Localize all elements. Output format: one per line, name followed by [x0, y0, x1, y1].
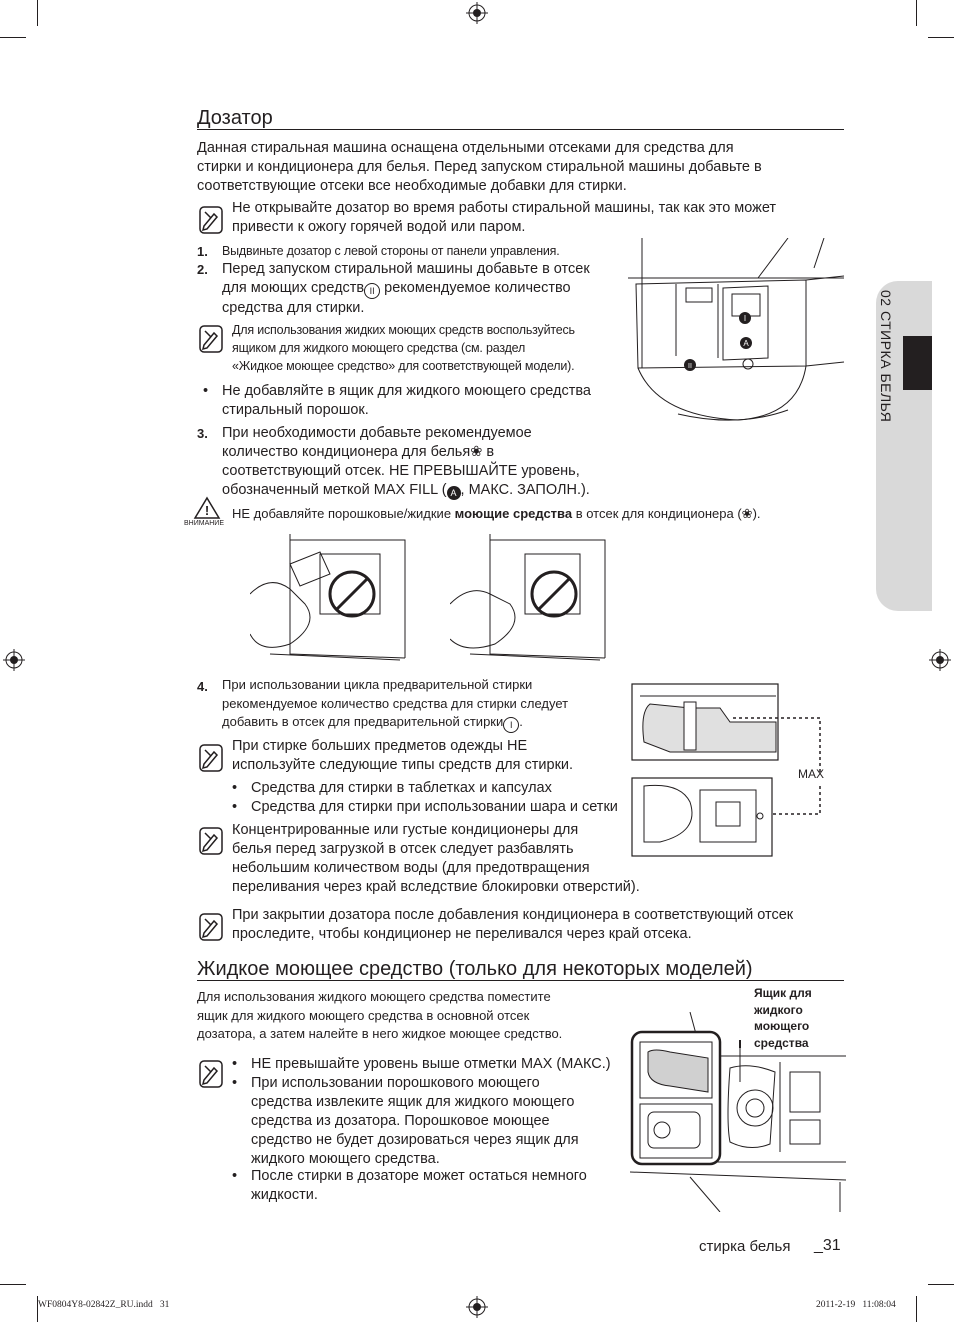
bullet-dot: •	[203, 383, 209, 399]
step-number: 2.	[197, 262, 208, 277]
print-date: 2011-2-19 11:08:04	[816, 1300, 896, 1310]
marker-II: II	[688, 363, 692, 370]
dispenser-drawer-illustration	[628, 238, 846, 430]
note-icon	[199, 325, 223, 353]
compartment-I-icon: I	[503, 717, 519, 733]
chapter-tab-label: 02 СТИРКА БЕЛЬЯ	[878, 290, 894, 423]
registration-mark-icon	[3, 649, 25, 671]
step-number: 4.	[197, 679, 208, 694]
max-fill-A-icon: A	[447, 486, 461, 500]
compartment-II-icon: II	[364, 283, 380, 299]
section-title-liquid-detergent: Жидкое моющее средство (только для некоторых моделей)	[197, 958, 753, 980]
page-footer-label: стирка белья	[699, 1238, 791, 1255]
registration-mark-icon	[466, 2, 488, 24]
bullet-powder-remove-drawer: При использовании порошкового моющего средства извлеките ящик для жидкого моющего средства из дозатора. Порошковое моющее средство не будет дозироваться через ящик для жидкого моющего средства.	[251, 1075, 579, 1167]
note-dispenser-warning: Не открывайте дозатор во время работы стиральной машины, так как это может привести к ожогу горячей водой или паром.	[232, 200, 777, 235]
caution-label: ВНИМАНИЕ	[184, 520, 225, 527]
liquid-drawer-callout: Ящик для жидкого моющего средства	[754, 986, 812, 1050]
bullet-balls: Средства для стирки при использовании шара и сетки	[251, 799, 618, 815]
crop-mark	[916, 1296, 917, 1322]
note-icon	[199, 744, 223, 772]
step-1-text: Выдвиньте дозатор с левой стороны от панели управления.	[222, 244, 560, 258]
bullet-no-powder: Не добавляйте в ящик для жидкого моющего средства стиральный порошок.	[222, 383, 591, 418]
caution-text: НЕ добавляйте порошковые/жидкие моющие средства в отсек для кондиционера (❀).	[232, 506, 761, 521]
print-file-name: WF0804Y8-02842Z_RU.indd 31	[38, 1300, 170, 1310]
crop-mark	[928, 37, 954, 38]
step-4-text: При использовании цикла предварительной стирки рекомендуемое количество средства для стирки следует добавить в отсек для предварительной стирки I .	[222, 676, 632, 733]
bullet-dot: •	[232, 1168, 238, 1184]
step-number: 3.	[197, 426, 208, 441]
note-icon	[199, 827, 223, 855]
step-2-text: Перед запуском стиральной машины добавьте в отсек для моющих средств II рекомендуемое количество средства для стирки.	[222, 261, 590, 316]
note-closing-dispenser: При закрытии дозатора после добавления кондиционера в соответствующий отсек проследите, чтобы кондиционер не переливался через край отсека.	[232, 907, 794, 942]
bullet-tablets: Средства для стирки в таблетках и капсулах	[251, 780, 552, 796]
note-icon	[199, 1060, 223, 1088]
max-level-illustration	[630, 682, 834, 858]
bullet-residual-liquid: После стирки в дозаторе может остаться немного жидкости.	[251, 1168, 587, 1203]
registration-mark-icon	[929, 649, 951, 671]
note-large-items: При стирке больших предметов одежды НЕ используйте следующие типы средств для стирки.	[232, 738, 574, 773]
step-3-text: При необходимости добавьте рекомендуемое количество кондиционера для белья❀ в соответствующий отсек. НЕ ПРЕВЫШАЙТЕ уровень, обозначенный меткой MAX FILL ( A , МАКС. ЗАПОЛН.).	[222, 425, 590, 498]
bullet-dot: •	[232, 780, 238, 796]
illustration-no-detergent-in-softener	[450, 534, 610, 664]
bullet-dot: •	[232, 799, 238, 815]
crop-mark	[37, 0, 38, 26]
bullet-max-level: НЕ превышайте уровень выше отметки MAX (МАКС.)	[251, 1056, 611, 1072]
note-icon	[199, 206, 223, 234]
note-concentrated-softener: Концентрированные или густые кондиционеры для белья перед загрузкой в отсек следует разбавлять небольшим количеством воды (для предотвращения переливания через край вследствие блокировки отверстий).	[232, 822, 640, 895]
crop-mark	[916, 0, 917, 26]
caution-triangle-icon	[193, 496, 221, 520]
marker-A: A	[743, 339, 749, 348]
note-icon	[199, 913, 223, 941]
section-title-dispenser: Дозатор	[197, 107, 273, 129]
bullet-dot: •	[232, 1075, 238, 1091]
bullet-dot: •	[232, 1056, 238, 1072]
crop-mark	[0, 1284, 26, 1285]
crop-mark	[928, 1284, 954, 1285]
svg-text:!: !	[204, 503, 210, 518]
softener-icon: ❀	[470, 444, 483, 460]
step-number: 1.	[197, 244, 208, 259]
illustration-no-detergent-in-softener	[250, 534, 415, 664]
marker-I: I	[743, 314, 747, 323]
chapter-tab-marker	[903, 336, 932, 390]
liquid-intro-paragraph: Для использования жидкого моющего средства поместите ящик для жидкого моющего средства в основной отсек дозатора, а затем налейте в него жидкое моющее средство.	[197, 989, 563, 1041]
registration-mark-icon	[466, 1296, 488, 1318]
section-rule	[197, 129, 844, 130]
softener-icon: ❀	[741, 506, 753, 521]
intro-paragraph: Данная стиральная машина оснащена отдельными отсеками для средства для стирки и кондиционера для белья. Перед запуском стиральной машины добавьте в соответствующие отсеки все необходимые добавки для стирки.	[197, 140, 762, 194]
page-number: _31	[814, 1237, 841, 1254]
max-label: MAX	[798, 767, 825, 781]
section-rule	[197, 980, 844, 981]
liquid-drawer-illustration	[630, 1012, 846, 1212]
crop-mark	[0, 37, 26, 38]
note-liquid-drawer: Для использования жидких моющих средств воспользуйтесь ящиком для жидкого моющего средства (см. раздел «Жидкое моющее средство» для соответствующей модели).	[232, 323, 575, 373]
